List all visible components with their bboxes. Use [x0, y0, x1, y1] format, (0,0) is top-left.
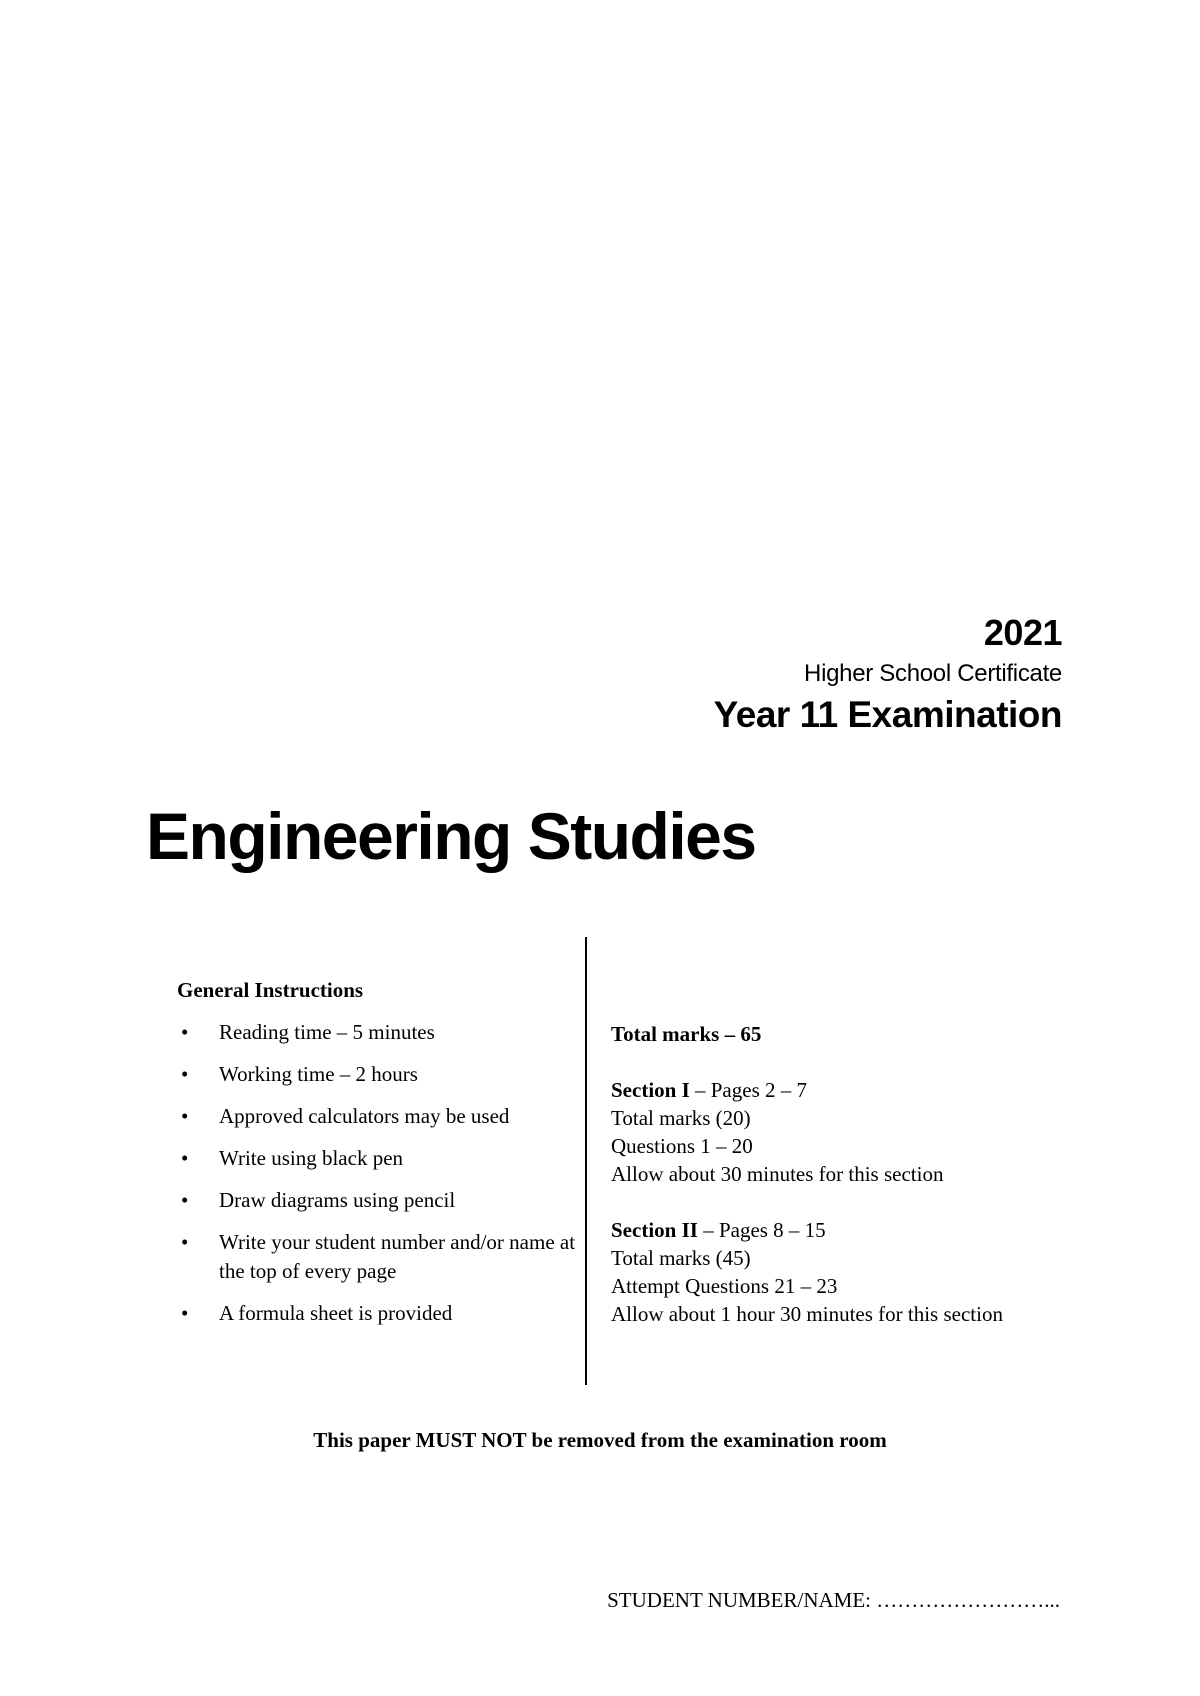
- section-two-title: Section II: [611, 1218, 698, 1242]
- student-field-dots: ……………………...: [876, 1588, 1060, 1612]
- exam-title: Year 11 Examination: [713, 694, 1062, 735]
- total-marks: Total marks – 65: [611, 1022, 762, 1046]
- section-two-questions: Attempt Questions 21 – 23: [611, 1274, 838, 1298]
- section-one-pages: – Pages 2 – 7: [689, 1078, 807, 1102]
- bullet-icon: •: [181, 1230, 189, 1254]
- certificate-name: Higher School Certificate: [804, 660, 1062, 687]
- section-one-time: Allow about 30 minutes for this section: [611, 1162, 944, 1186]
- instruction-text: Write using black pen: [219, 1146, 404, 1170]
- section-two-time: Allow about 1 hour 30 minutes for this section: [611, 1302, 1003, 1326]
- bullet-icon: •: [181, 1301, 189, 1325]
- list-item: [177, 1102, 577, 1131]
- instruction-text: Draw diagrams using pencil: [219, 1188, 456, 1212]
- instruction-text: Write your student number and/or name at the top of every page: [219, 1230, 576, 1283]
- section-one-title: Section I: [611, 1078, 690, 1102]
- list-item: [177, 1144, 577, 1173]
- list-item: [177, 1228, 577, 1286]
- list-item: [177, 1060, 577, 1089]
- instruction-text: Reading time – 5 minutes: [219, 1020, 435, 1044]
- column-divider: [585, 937, 587, 1385]
- section-two: [611, 1216, 1091, 1328]
- subject-title: Engineering Studies: [146, 799, 756, 873]
- exam-header: [714, 608, 1062, 740]
- instruction-text: A formula sheet is provided: [219, 1301, 453, 1325]
- removal-notice: This paper MUST NOT be removed from the examination room: [313, 1428, 887, 1452]
- bullet-icon: •: [181, 1188, 189, 1212]
- section-one-header: [611, 1076, 1091, 1104]
- list-item: [177, 1018, 577, 1047]
- student-field-label: STUDENT NUMBER/NAME:: [607, 1588, 871, 1612]
- instructions-heading: General Instructions: [177, 978, 364, 1002]
- list-item: [177, 1186, 577, 1215]
- student-number-field: [607, 1585, 1060, 1615]
- list-item: [177, 1299, 577, 1328]
- section-one-questions: Questions 1 – 20: [611, 1134, 753, 1158]
- section-one: [611, 1076, 1091, 1188]
- bullet-icon: •: [181, 1020, 189, 1044]
- bullet-icon: •: [181, 1104, 189, 1128]
- general-instructions: [177, 975, 577, 1341]
- instruction-text: Approved calculators may be used: [219, 1104, 510, 1128]
- section-two-pages: – Pages 8 – 15: [697, 1218, 826, 1242]
- exam-year: 2021: [983, 612, 1062, 653]
- section-two-marks: Total marks (45): [611, 1246, 751, 1270]
- section-one-marks: Total marks (20): [611, 1106, 751, 1130]
- section-two-header: [611, 1216, 1091, 1244]
- bullet-icon: •: [181, 1062, 189, 1086]
- instruction-text: Working time – 2 hours: [219, 1062, 418, 1086]
- instructions-list: [177, 1018, 577, 1328]
- marks-summary: [611, 1020, 1091, 1356]
- bullet-icon: •: [181, 1146, 189, 1170]
